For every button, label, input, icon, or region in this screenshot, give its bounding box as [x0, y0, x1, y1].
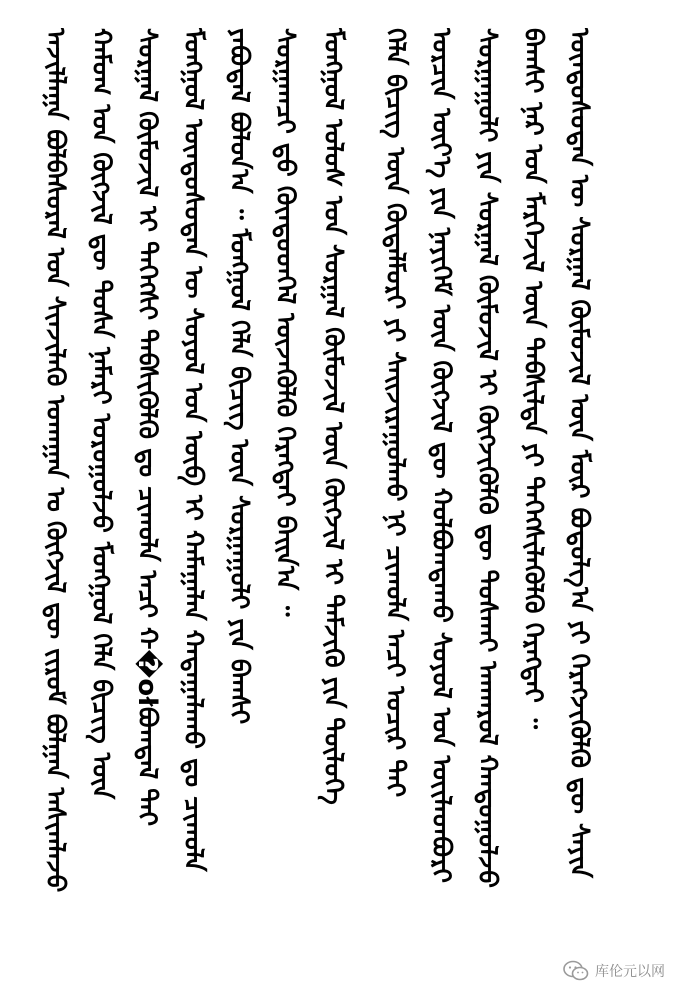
text-line: ᠰᠤᠷᠭᠠᠭᠤᠯᠢ ᠶᠢᠨ ᠰᠤᠷᠭᠠᠯ ᠬᠦᠮᠦᠵᠢᠯ ᠢ ᠬᠥᠭᠵᠢᠭᠦᠯᠬᠦ ᠳᠦ ᠲᠤᠰᠬᠠᠢ ᠠᠨᠬᠠᠷᠤᠯ ᠬᠠᠨᠳᠤᠭᠤᠯᠵᠤ: [472, 28, 502, 889]
text-line: ᠬᠡᠯᠡ ᠪᠢᠴᠢᠭ ᠦᠨ ᠬᠥᠳᠡᠯᠮᠦᠷᠢ ᠶᠢ ᠰᠠᠢᠵᠢᠷᠠᠭᠤᠯᠬᠤ ᠨᠢ ᠴᠢᠬᠤᠯᠠ ᠠᠴᠢ ᠤᠴᠢᠷ ᠲᠠᠢ: [380, 28, 410, 798]
wechat-icon: [563, 960, 589, 982]
text-column: [562, 28, 596, 978]
text-line: ᠪᠠᠭᠰᠢ ᠨᠠᠷ ᠤᠨ ᠮᠡᠷᠭᠡᠵᠢᠯ ᠦᠨ ᠳᠡᠪᠰᠢᠯᠲᠡ ᠶᠢ ᠳᠡᠭᠡᠭᠰᠢᠯᠡᠭᠦᠯᠬᠦ ᠬᠡᠷᠡᠭᠲᠡᠢ ᠃: [518, 28, 548, 729]
text-column: [268, 28, 302, 978]
text-line: ᠣᠷᠴᠢᠨ ᠦᠶ᠎ᠡ ᠶᠢᠨ ᠨᠡᠶᠢᠭᠡᠮ ᠦᠨ ᠬᠥᠭᠵᠢᠯ ᠳᠦ ᠬᠣᠯᠪᠣᠭᠳᠠᠬᠤ ᠰᠣᠶᠣᠯ ᠤᠨ ᠦᠢᠯᠡᠳᠪᠦᠷᠢ: [426, 28, 456, 883]
text-column: [316, 28, 350, 978]
text-column: [176, 28, 210, 978]
watermark-text: 库伦元以网: [595, 964, 665, 980]
text-line: ᠬᠠᠮᠤᠭ ᠤᠨ ᠬᠥᠭᠵᠢᠯ ᠳᠦ ᠲᠤᠰᠠ ᠨᠡᠮᠡᠷᠢ ᠣᠷᠤᠭᠤᠯᠵᠤ ᠮᠣᠩᠭᠣᠯ ᠬᠡᠯᠡ ᠪᠢᠴᠢᠭ ᠦᠨ: [86, 28, 116, 800]
text-column: [38, 28, 72, 978]
text-column: [470, 28, 504, 978]
text-column: [84, 28, 118, 978]
text-line: ᠰᠤᠷᠭᠠᠯ ᠬᠦᠮᠦᠵᠢᠯ ᠢ ᠳᠡᠭᠡᠭᠰᠢ ᠳᠡᠪᠰᠢᠭᠦᠯᠬᠦ ᠳᠤ ᠴᠢᠬᠤᠯᠠ ᠠᠴᠢ ᠬ�ołᠪᠣᠭᠳᠠᠯ ᠲᠠᠢ: [132, 28, 162, 827]
text-line: ᠠᠵᠢᠯᠯᠠᠭᠠ ᠪᠣᠯᠪᠠᠰᠤᠷᠠᠯ ᠤᠨ ᠰᠢᠨᠵᠢᠯᠡᠬᠦ ᠤᠬᠠᠭᠠᠨ ᠤ ᠬᠥᠭᠵᠢᠯ ᠳᠦ ᠵᠢᠷᠤᠮ ᠪᠣᠯᠭᠠᠨ ᠠᠰᠢᠭᠯᠠᠵᠤ: [40, 28, 70, 893]
text-column: [222, 28, 256, 978]
text-column: [516, 28, 550, 978]
text-line: ᠦᠨᠳᠦᠰᠦᠲᠡᠨ ᠦ ᠰᠤᠷᠭᠠᠯ ᠬᠦᠮᠦᠵᠢᠯ ᠦᠨ ᠮᠥᠷ ᠪᠤᠳᠤᠯᠭ᠎ᠠ ᠶᠢ ᠬᠡᠷᠡᠭᠵᠢᠭᠦᠯᠬᠦ ᠳᠦ ᠰᠠᠶᠢᠨ: [564, 28, 594, 878]
watermark: [563, 960, 665, 982]
text-column: [424, 28, 458, 978]
text-line: ᠶᠠᠪᠤᠳᠠᠯ ᠪᠣᠯᠤᠨ᠎ᠠ ᠃ ᠮᠣᠩᠭᠣᠯ ᠬᠡᠯᠡ ᠪᠢᠴᠢᠭ ᠦᠨ ᠰᠤᠷᠭᠠᠭᠤᠯᠢ ᠶᠢᠨ ᠪᠠᠭᠰᠢ: [224, 28, 254, 725]
text-line: ᠮᠣᠩᠭᠣᠯ ᠤᠯᠤᠰ ᠤᠨ ᠰᠤᠷᠭᠠᠯ ᠬᠦᠮᠦᠵᠢᠯ ᠦᠨ ᠬᠥᠭᠵᠢᠯ ᠢ ᠳᠡᠮᠵᠢᠬᠦ ᠶᠢᠨ ᠲᠥᠯᠥᠭᠡ: [318, 28, 348, 805]
text-line: ᠰᠤᠷᠭᠠᠭᠴᠢ ᠳ᠋ᠤ ᠬᠦᠨᠳᠦᠳᠬᠡᠯ ᠦᠵᠡᠭᠦᠯᠬᠦ ᠬᠡᠷᠡᠭᠲᠡᠢ ᠪᠠᠢᠨ᠎ᠠ ᠃: [270, 28, 300, 617]
text-line: ᠮᠣᠩᠭᠣᠯ ᠦᠨᠳᠦᠰᠦᠲᠡᠨ ᠦ ᠰᠣᠶᠣᠯ ᠤᠨ ᠥᠪ ᠢ ᠬᠠᠮᠠᠭᠠᠯᠠᠨ ᠬᠠᠳᠠᠭᠠᠯᠠᠬᠤ ᠳᠤ ᠴᠢᠬᠤᠯᠠ: [178, 28, 208, 872]
text-column: [378, 28, 412, 978]
text-column: [130, 28, 164, 978]
